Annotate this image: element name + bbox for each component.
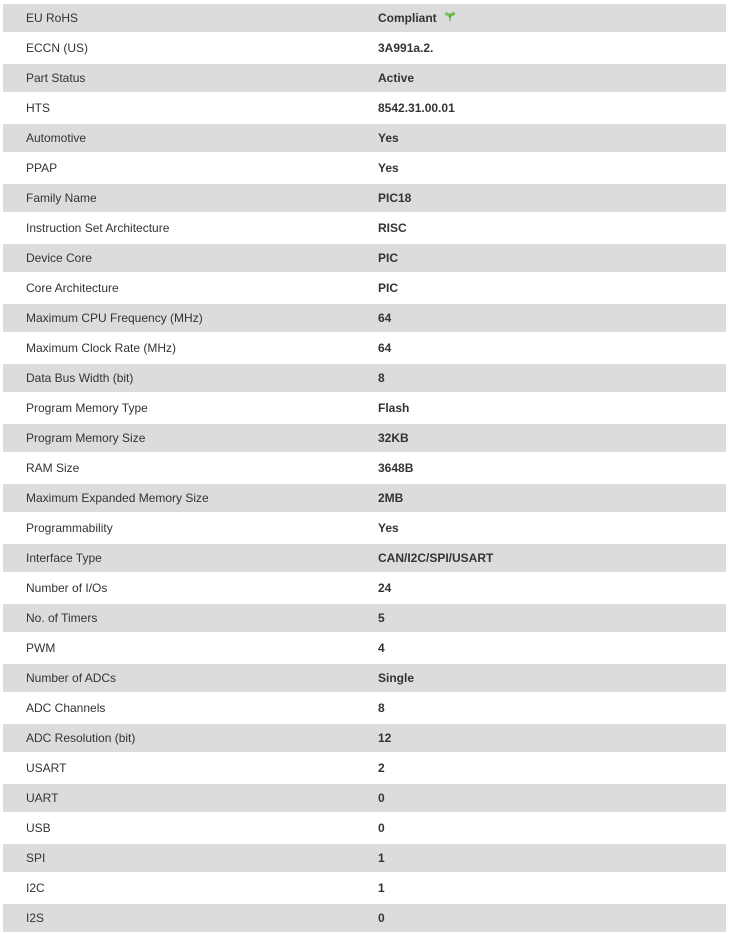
spec-row — [3, 273, 726, 303]
spec-row — [3, 573, 726, 603]
spec-label: SPI — [3, 843, 378, 873]
spec-value: 8 — [378, 701, 385, 715]
spec-value-cell — [378, 303, 726, 333]
spec-label: ADC Resolution (bit) — [3, 723, 378, 753]
spec-row — [3, 123, 726, 153]
spec-row — [3, 63, 726, 93]
spec-value-cell — [378, 903, 726, 933]
spec-value: Yes — [378, 521, 399, 535]
spec-label: Core Architecture — [3, 273, 378, 303]
spec-row — [3, 483, 726, 513]
spec-label: USB — [3, 813, 378, 843]
spec-label: Number of ADCs — [3, 663, 378, 693]
spec-label: Data Bus Width (bit) — [3, 363, 378, 393]
spec-row — [3, 513, 726, 543]
spec-row — [3, 213, 726, 243]
spec-label: I2S — [3, 903, 378, 933]
spec-label: Program Memory Size — [3, 423, 378, 453]
spec-label: Number of I/Os — [3, 573, 378, 603]
spec-label: ADC Channels — [3, 693, 378, 723]
spec-label: Programmability — [3, 513, 378, 543]
spec-value: 8 — [378, 371, 385, 385]
spec-row — [3, 333, 726, 363]
spec-value: 2MB — [378, 491, 404, 505]
spec-value-cell — [378, 543, 726, 573]
spec-label: No. of Timers — [3, 603, 378, 633]
spec-value: 24 — [378, 581, 392, 595]
spec-value-cell — [378, 63, 726, 93]
spec-row — [3, 843, 726, 873]
spec-row — [3, 543, 726, 573]
spec-row — [3, 813, 726, 843]
spec-value: 3648B — [378, 461, 414, 475]
spec-label: Maximum CPU Frequency (MHz) — [3, 303, 378, 333]
spec-row — [3, 873, 726, 903]
spec-value: 3A991a.2. — [378, 41, 434, 55]
spec-row — [3, 783, 726, 813]
spec-value-cell — [378, 243, 726, 273]
spec-value-cell — [378, 753, 726, 783]
spec-value: PIC18 — [378, 191, 412, 205]
spec-label: Family Name — [3, 183, 378, 213]
spec-value-cell — [378, 423, 726, 453]
spec-value-cell — [378, 693, 726, 723]
spec-value: Active — [378, 71, 415, 85]
spec-label: Program Memory Type — [3, 393, 378, 423]
spec-value-cell — [378, 123, 726, 153]
spec-label: I2C — [3, 873, 378, 903]
spec-label: PWM — [3, 633, 378, 663]
spec-value-cell — [378, 663, 726, 693]
spec-value-cell — [378, 873, 726, 903]
spec-value: 4 — [378, 641, 385, 655]
spec-value: 64 — [378, 341, 392, 355]
spec-label: Maximum Clock Rate (MHz) — [3, 333, 378, 363]
spec-label: Part Status — [3, 63, 378, 93]
spec-value-cell — [378, 813, 726, 843]
spec-row — [3, 393, 726, 423]
spec-value: 1 — [378, 851, 385, 865]
spec-value-cell — [378, 783, 726, 813]
spec-value: 0 — [378, 791, 385, 805]
spec-row — [3, 633, 726, 663]
spec-label: USART — [3, 753, 378, 783]
spec-value: 8542.31.00.01 — [378, 101, 455, 115]
spec-row — [3, 663, 726, 693]
spec-value: 0 — [378, 911, 385, 925]
spec-value-cell — [378, 573, 726, 603]
spec-label: RAM Size — [3, 453, 378, 483]
spec-row — [3, 603, 726, 633]
spec-label: UART — [3, 783, 378, 813]
spec-value-cell — [378, 453, 726, 483]
leaf-icon — [443, 4, 457, 32]
spec-label: Device Core — [3, 243, 378, 273]
spec-row — [3, 723, 726, 753]
spec-label: ECCN (US) — [3, 33, 378, 63]
spec-value-cell — [378, 363, 726, 393]
spec-row — [3, 93, 726, 123]
spec-value-cell — [378, 183, 726, 213]
spec-value: RISC — [378, 221, 407, 235]
spec-row — [3, 453, 726, 483]
spec-value: 32KB — [378, 431, 409, 445]
spec-label: Maximum Expanded Memory Size — [3, 483, 378, 513]
spec-value: 5 — [378, 611, 385, 625]
spec-value: Single — [378, 671, 415, 685]
spec-row — [3, 303, 726, 333]
spec-row — [3, 693, 726, 723]
spec-value-cell — [378, 4, 726, 33]
spec-value-cell — [378, 153, 726, 183]
spec-value-cell — [378, 513, 726, 543]
spec-value: PIC — [378, 281, 399, 295]
spec-value: 0 — [378, 821, 385, 835]
spec-value-cell — [378, 273, 726, 303]
spec-row — [3, 33, 726, 63]
spec-value: Yes — [378, 131, 399, 145]
spec-value-cell — [378, 723, 726, 753]
spec-value-cell — [378, 633, 726, 663]
spec-value-cell — [378, 93, 726, 123]
spec-value: Yes — [378, 161, 399, 175]
spec-label: EU RoHS — [3, 4, 378, 33]
spec-value: 12 — [378, 731, 392, 745]
spec-row — [3, 4, 726, 33]
spec-row — [3, 153, 726, 183]
spec-label: Instruction Set Architecture — [3, 213, 378, 243]
spec-row — [3, 423, 726, 453]
spec-value: 1 — [378, 881, 385, 895]
spec-value: 64 — [378, 311, 392, 325]
spec-value-cell — [378, 213, 726, 243]
spec-value: Compliant — [378, 11, 437, 25]
spec-value-cell — [378, 843, 726, 873]
spec-table-body — [3, 4, 726, 933]
spec-value-cell — [378, 603, 726, 633]
spec-value-cell — [378, 393, 726, 423]
spec-row — [3, 903, 726, 933]
spec-value: PIC — [378, 251, 399, 265]
spec-value-cell — [378, 483, 726, 513]
spec-row — [3, 183, 726, 213]
spec-label: Automotive — [3, 123, 378, 153]
spec-table — [3, 4, 726, 934]
spec-label: HTS — [3, 93, 378, 123]
spec-value: Flash — [378, 401, 410, 415]
spec-row — [3, 753, 726, 783]
spec-row — [3, 363, 726, 393]
spec-value: CAN/I2C/SPI/USART — [378, 551, 494, 565]
spec-label: PPAP — [3, 153, 378, 183]
spec-value: 2 — [378, 761, 385, 775]
spec-value-cell — [378, 333, 726, 363]
spec-label: Interface Type — [3, 543, 378, 573]
spec-row — [3, 243, 726, 273]
spec-value-cell — [378, 33, 726, 63]
